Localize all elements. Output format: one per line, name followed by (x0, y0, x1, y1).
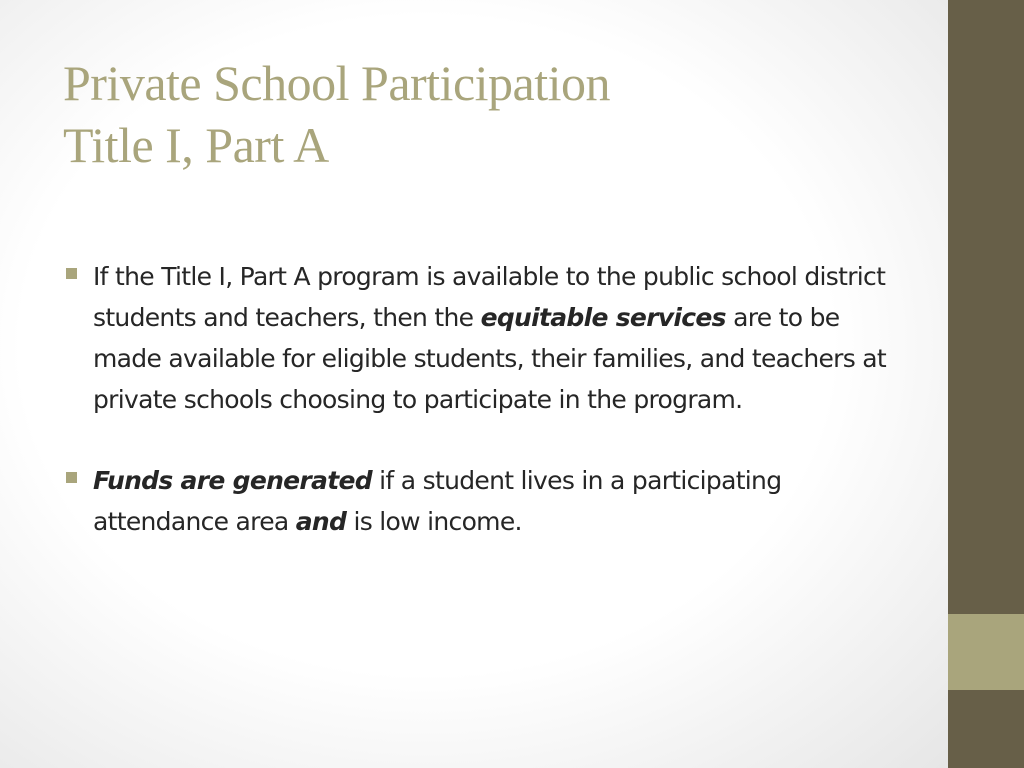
bullet-2-text-b: is low income. (346, 507, 522, 536)
bullet-item-2 (66, 460, 896, 542)
slide-title (63, 52, 903, 176)
bullet-1-text-a: If the Title I, Part A program is available to the public school district students and teachers, then the (93, 262, 886, 332)
bullet-2-emphasis-a: Funds are generated (93, 466, 372, 495)
bullet-2-text-a: if a student lives in a participating attendance area (93, 466, 782, 536)
square-bullet-icon (66, 268, 77, 279)
title-line-2: Title I, Part A (63, 117, 329, 173)
bullet-1-emphasis: equitable services (480, 303, 726, 332)
bullet-1-text-b: are to be made available for eligible students, their families, and teachers at private schools choosing to participate in the program. (93, 303, 887, 414)
sidebar-accent-block (948, 614, 1024, 690)
bullet-item-1 (66, 256, 896, 420)
bullet-2-emphasis-b: and (295, 507, 347, 536)
square-bullet-icon (66, 472, 77, 483)
title-line-1: Private School Participation (63, 55, 611, 111)
slide-body (66, 256, 896, 582)
